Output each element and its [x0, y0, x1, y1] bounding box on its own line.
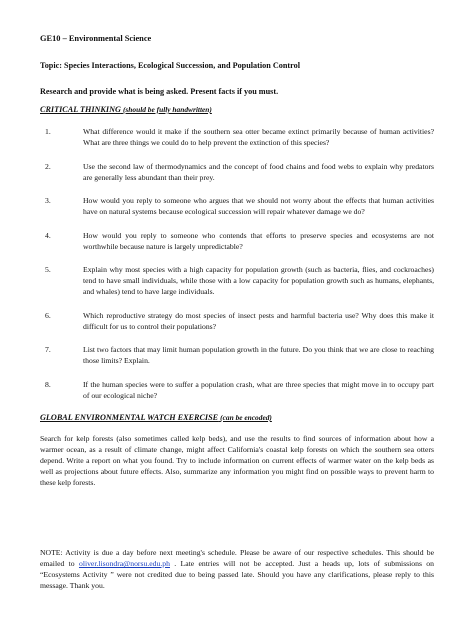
question-item: [40, 126, 434, 148]
question-text: List two factors that may limit human population growth in the future. Do you think that we are close to reaching those limits? Explain.: [83, 345, 434, 365]
question-text: How would you reply to someone who contends that efforts to preserve species and ecosystems are not worthwhile because nature is largely unpredictable?: [83, 230, 434, 251]
question-text: What difference would it make if the southern sea otter became extinct primarily because of human activities? What are three things we could do to help prevent the extinction of this species?: [83, 127, 434, 147]
question-text: Which reproductive strategy do most species of insect pests and harmful bacteria use? Why does this make it difficult for us to control their populations?: [83, 310, 434, 331]
course-title: GE10 – Environmental Science: [40, 34, 152, 43]
question-item: [40, 379, 434, 401]
question-text: Explain why most species with a high capacity for population growth (such as bacteria, flies, and cockroaches) tend to have small individuals, while those with a low capacity for population growth such as humans, elephants, and whales) tend to have large individuals.: [83, 265, 434, 296]
question-number: 3.: [45, 196, 51, 205]
global-watch-note: (can be encoded): [220, 413, 272, 422]
topic-line: Topic: Species Interactions, Ecological Succession, and Population Control: [40, 61, 300, 70]
question-item: [40, 161, 434, 183]
instruction-line: Research and provide what is being asked. Present facts if you must.: [40, 87, 279, 96]
question-item: [40, 310, 434, 332]
question-text: How would you reply to someone who argues that we should not worry about the effects that human activities have on natural systems because ecological succession will repair whatever damage we do?: [83, 196, 434, 216]
question-number: 2.: [45, 161, 51, 171]
critical-thinking-title: CRITICAL THINKING: [40, 105, 121, 114]
note-text-after: . Late entries will not be accepted. Just a heads up, lots of submissions on “Ecosystems Activity ” were not credited due to being passed late. Should you have any clarifications, please reply to this message. Thank you.: [40, 559, 434, 590]
global-watch-body: Search for kelp forests (also sometimes called kelp beds), and use the results to find sources of information about how a warmer ocean, as a result of climate change, might affect California's coastal kelp forests on which the southern sea otters depend. Write a report on what you found. Try to include information on current effects of warmer water on the kelp beds as well as projections about future effects. Also, summarize any information you might find on possible ways to prevent harm to these kelp forests.: [40, 434, 434, 487]
critical-thinking-note: (should be fully handwritten): [122, 105, 212, 114]
critical-thinking-heading: [40, 105, 434, 114]
question-number: 7.: [45, 345, 51, 354]
global-watch-heading: [40, 413, 434, 422]
question-text: Use the second law of thermodynamics and the concept of food chains and food webs to explain why predators are generally less abundant than their prey.: [83, 161, 434, 182]
submission-note: [40, 547, 434, 591]
global-watch-title: GLOBAL ENVIRONMENTAL WATCH EXERCISE: [40, 413, 219, 422]
question-number: 6.: [45, 310, 51, 320]
question-number: 4.: [45, 230, 51, 240]
question-text: If the human species were to suffer a population crash, what are three species that might move in to occupy part of our ecological niche?: [83, 379, 434, 400]
question-item: [40, 264, 434, 297]
question-number: 1.: [45, 127, 51, 136]
question-item: [40, 344, 434, 366]
question-list: [40, 126, 434, 401]
email-link[interactable]: oliver.lisondra@norsu.edu.ph: [78, 559, 170, 568]
question-item: [40, 230, 434, 252]
question-number: 5.: [45, 265, 51, 274]
question-number: 8.: [45, 379, 51, 389]
question-item: [40, 195, 434, 217]
note-text-before: NOTE: Activity is due a day before next meeting's schedule. Please be aware of our respective schedules. This should be emailed to: [40, 548, 434, 568]
